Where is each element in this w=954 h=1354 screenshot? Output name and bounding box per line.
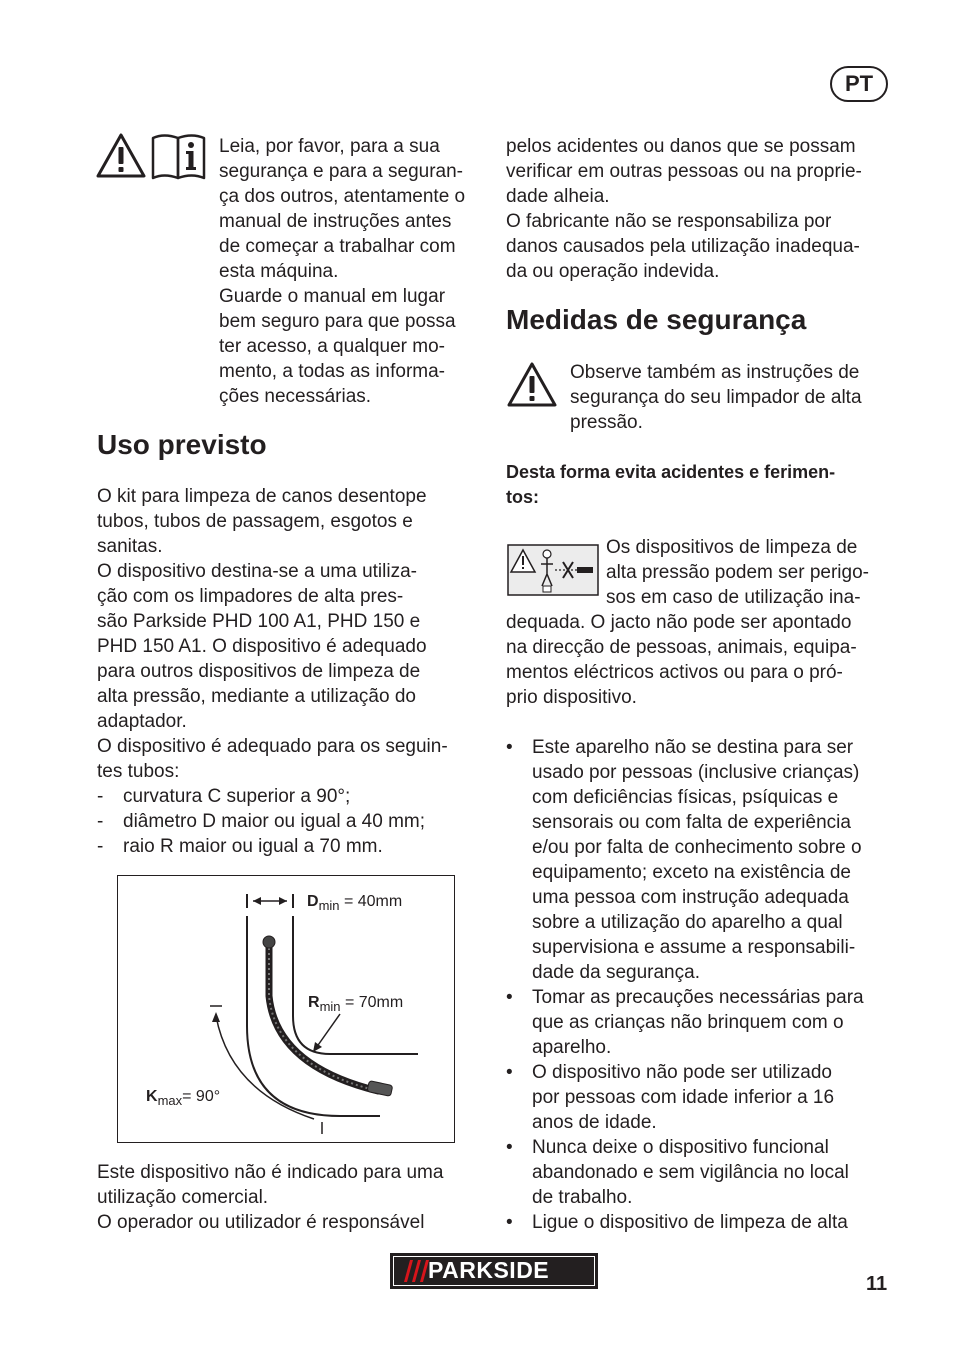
list-item: • Nunca deixe o dispositivo funcional abandonado e sem vigilância no local de trabalho. [506,1137,849,1208]
brand-name: PARKSIDE [428,1257,550,1283]
logo-slashes-icon [400,1260,430,1282]
list-item: - raio R maior ou igual a 70 mm. [97,836,383,857]
no-spraying-warning-icon [507,544,599,596]
section-title-uso-previsto: Uso previsto [97,429,267,460]
uso-previsto-body: O kit para limpeza de canos desentope tubos, tubos de passagem, esgotos e sanitas. O dispositivo destina-se a uma utiliza- ção com os limpadores de alta pres- são Parkside PHD 100 A1, PHD 150 e PHD 150 A1. O dispositivo é adequado para outros dispositivos de limpeza de alta pressão, mediante a utilização do adaptador. O dispositivo é adequado para os seguin- tes tubos: [97,486,448,782]
intro-text: Leia, por favor, para a sua segurança e para a seguran- ça dos outros, atentamente o manual de instruções antes de começar a trabalhar com esta máquina. Guarde o manual em lugar bem seguro para que possa ter acesso, a qualquer mo- mento, a todas as informa- ções necessárias. [219,136,466,407]
left-footer-text: Este dispositivo não é indicado para uma utilização comercial. O operador ou utilizador é responsável [97,1162,444,1233]
safety-subheading: Desta forma evita acidentes e ferimen- tos: [506,462,836,507]
list-item: • O dispositivo não pode ser utilizado por pessoas com idade inferior a 16 anos de idade. [506,1062,835,1133]
list-item: - diâmetro D maior ou igual a 40 mm; [97,811,426,832]
curvature-label: $K_{max}= 90^\circ$ [146,1088,221,1108]
diameter-label: $D_{min} = 40mm$ [307,893,403,913]
safety-bullet-list [506,735,906,1235]
list-item: • Ligue o dispositivo de limpeza de alta [506,1212,848,1233]
pipe-diagram [117,875,455,1143]
parkside-logo [390,1253,598,1289]
language-badge: PT [830,66,888,102]
radius-label: $R_{min} = 70mm$ [308,994,404,1014]
read-manual-icon [150,132,208,180]
jet-warning-text: Os dispositivos de limpeza de alta pressão podem ser perigo- sos em caso de utilização ina- [606,537,869,608]
warning-icon [506,361,558,409]
right-continued-text: pelos acidentes ou danos que se possam verificar em outras pessoas ou na proprie- dade alheia. O fabricante não se responsabiliza por danos causados pela utilização inadequa- da ou operação indevida. [506,136,862,282]
section-title-medidas-seguranca: Medidas de segurança [506,304,807,335]
list-item: - curvatura C superior a 90°; [97,786,351,807]
page-number: 11 [866,1273,888,1295]
warning-text: Observe também as instruções de segurança do seu limpador de alta pressão. [570,362,862,433]
list-item: • Tomar as precauções necessárias para que as crianças não brinquem com o aparelho. [506,987,864,1058]
list-item: • Este aparelho não se destina para ser usado por pessoas (inclusive crianças) com deficiências físicas, psíquicas e sensorais ou com falta de experiência e/ou por falta de conhecimento sobre o equipamento; exceto na existência de uma pessoa com instrução adequada sobre a utilização do aparelho a qual supervisiona e assume a responsabili- dade da segurança. [506,737,862,983]
jet-warning-text-continued: dequada. O jacto não pode ser apontado na direcção de pessoas, animais, equipa- mentos eléctricos activos ou para o pró- prio dispositivo. [506,612,857,708]
tube-requirements-list [97,784,487,859]
